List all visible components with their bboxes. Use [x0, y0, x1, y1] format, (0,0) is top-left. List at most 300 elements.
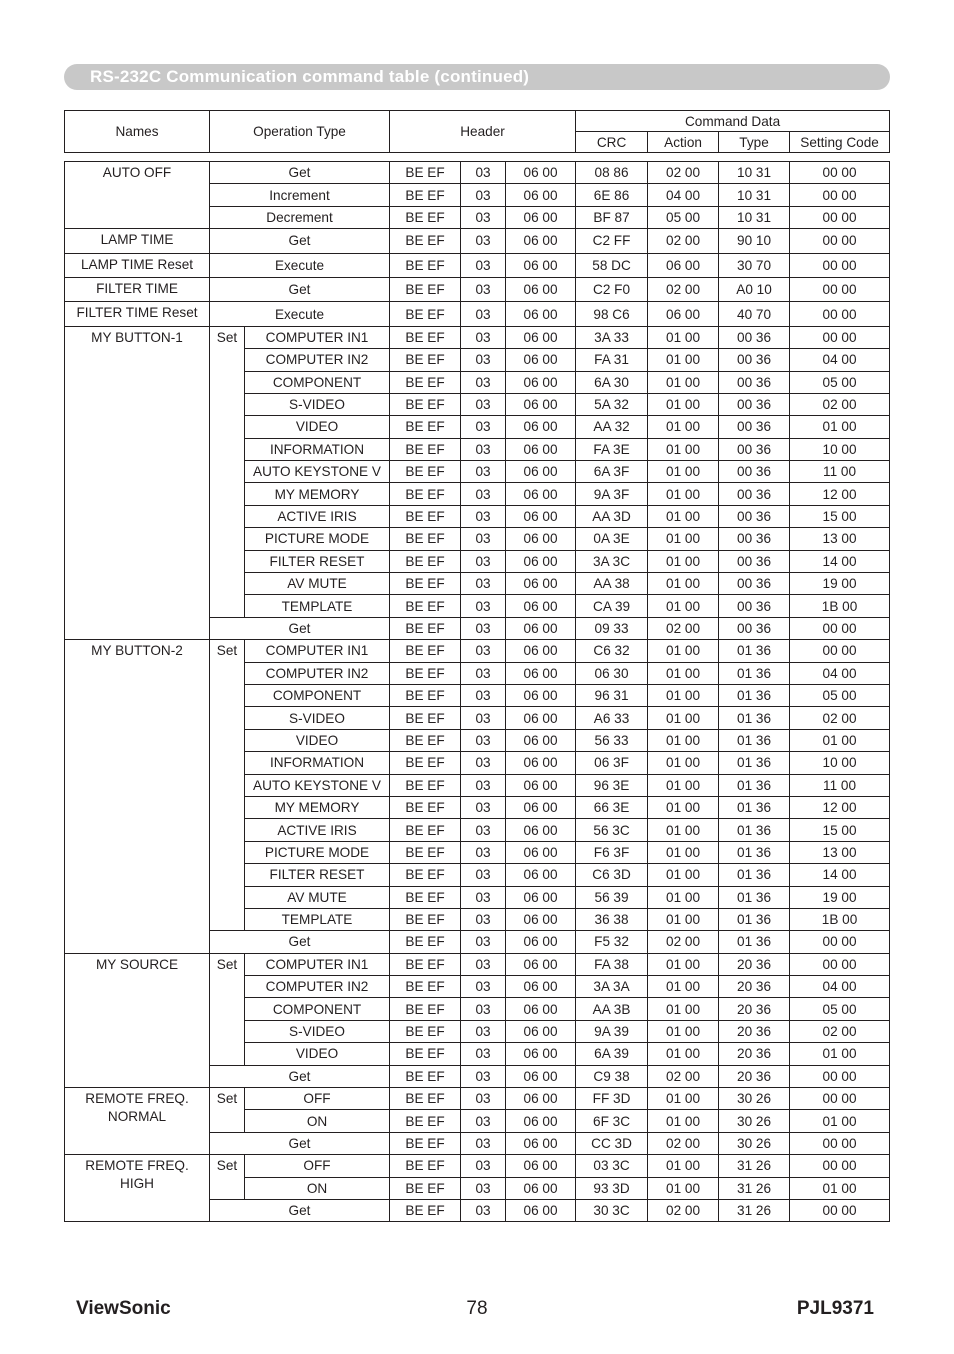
setting-code-cell: 10 00 [790, 438, 890, 460]
action-cell: 01 00 [648, 864, 719, 886]
footer-model: PJL9371 [796, 1298, 874, 1319]
action-cell: 01 00 [648, 371, 719, 393]
header-byte-cell: 06 00 [506, 1199, 576, 1221]
header-byte-cell: 03 [461, 1155, 506, 1177]
setting-code-cell: 14 00 [790, 550, 890, 572]
header-row-1 [65, 111, 890, 132]
setting-code-cell: 02 00 [790, 393, 890, 415]
type-cell: 30 26 [719, 1132, 790, 1154]
command-name: FILTER TIME [65, 277, 210, 301]
header-byte-cell: BE EF [390, 752, 461, 774]
col-header-crc: CRC [576, 132, 648, 153]
operation-cell: S-VIDEO [245, 707, 390, 729]
header-byte-cell: 06 00 [506, 707, 576, 729]
col-header-operation-type: Operation Type [210, 111, 390, 153]
setting-code-cell: 05 00 [790, 684, 890, 706]
table-row [65, 953, 890, 975]
set-label: Set [210, 1155, 245, 1200]
table-row [65, 162, 890, 184]
crc-cell: C9 38 [576, 1065, 648, 1087]
setting-code-cell: 01 00 [790, 1110, 890, 1132]
crc-cell: 0A 3E [576, 528, 648, 550]
header-byte-cell: BE EF [390, 349, 461, 371]
col-header-header: Header [390, 111, 576, 153]
operation-cell: AUTO KEYSTONE V [245, 461, 390, 483]
header-byte-cell: BE EF [390, 550, 461, 572]
type-cell: 01 36 [719, 796, 790, 818]
setting-code-cell: 00 00 [790, 326, 890, 348]
operation-cell: COMPONENT [245, 371, 390, 393]
action-cell: 02 00 [648, 1199, 719, 1221]
action-cell: 01 00 [648, 841, 719, 863]
action-cell: 01 00 [648, 976, 719, 998]
header-byte-cell: BE EF [390, 684, 461, 706]
command-name: FILTER TIME Reset [65, 302, 210, 326]
crc-cell: FA 31 [576, 349, 648, 371]
setting-code-cell: 19 00 [790, 886, 890, 908]
table-row [65, 277, 890, 301]
header-byte-cell: BE EF [390, 796, 461, 818]
header-byte-cell: 06 00 [506, 1065, 576, 1087]
setting-code-cell: 15 00 [790, 505, 890, 527]
crc-cell: 9A 3F [576, 483, 648, 505]
type-cell: 01 36 [719, 729, 790, 751]
type-cell: 20 36 [719, 1065, 790, 1087]
operation-cell: Get [210, 162, 390, 184]
operation-cell: Get [210, 1199, 390, 1221]
setting-code-cell: 11 00 [790, 774, 890, 796]
type-cell: 00 36 [719, 393, 790, 415]
crc-cell: 66 3E [576, 796, 648, 818]
header-byte-cell: BE EF [390, 662, 461, 684]
action-cell: 02 00 [648, 1132, 719, 1154]
action-cell: 01 00 [648, 1155, 719, 1177]
set-label: Set [210, 953, 245, 1065]
table-row [65, 253, 890, 277]
table-row [65, 302, 890, 326]
action-cell: 01 00 [648, 640, 719, 662]
setting-code-cell: 11 00 [790, 461, 890, 483]
crc-cell: FA 3E [576, 438, 648, 460]
header-byte-cell: 06 00 [506, 206, 576, 228]
header-byte-cell: 03 [461, 931, 506, 953]
col-header-action: Action [648, 132, 719, 153]
setting-code-cell: 05 00 [790, 371, 890, 393]
crc-cell: AA 3D [576, 505, 648, 527]
setting-code-cell: 04 00 [790, 662, 890, 684]
type-cell: A0 10 [719, 277, 790, 301]
type-cell: 01 36 [719, 752, 790, 774]
header-byte-cell: 03 [461, 326, 506, 348]
col-header-type: Type [719, 132, 790, 153]
action-cell: 04 00 [648, 184, 719, 206]
header-byte-cell: 06 00 [506, 277, 576, 301]
setting-code-cell: 00 00 [790, 640, 890, 662]
crc-cell: 6E 86 [576, 184, 648, 206]
operation-cell: S-VIDEO [245, 393, 390, 415]
command-name: MY BUTTON-1 [65, 326, 210, 639]
header-byte-cell: 06 00 [506, 416, 576, 438]
action-cell: 02 00 [648, 617, 719, 639]
set-label: Set [210, 1088, 245, 1133]
header-byte-cell: 03 [461, 640, 506, 662]
header-byte-cell: 06 00 [506, 229, 576, 253]
header-byte-cell: BE EF [390, 1132, 461, 1154]
action-cell: 01 00 [648, 1020, 719, 1042]
col-header-command-data: Command Data [576, 111, 890, 132]
header-byte-cell: 06 00 [506, 953, 576, 975]
header-byte-cell: 06 00 [506, 1020, 576, 1042]
setting-code-cell: 05 00 [790, 998, 890, 1020]
crc-cell: 56 3C [576, 819, 648, 841]
type-cell: 20 36 [719, 976, 790, 998]
header-byte-cell: 03 [461, 349, 506, 371]
set-label: Set [210, 326, 245, 617]
header-byte-cell: BE EF [390, 819, 461, 841]
type-cell: 31 26 [719, 1177, 790, 1199]
setting-code-cell: 00 00 [790, 206, 890, 228]
crc-cell: AA 32 [576, 416, 648, 438]
setting-code-cell: 00 00 [790, 1155, 890, 1177]
type-cell: 10 31 [719, 162, 790, 184]
operation-cell: FILTER RESET [245, 864, 390, 886]
operation-cell: Increment [210, 184, 390, 206]
operation-cell: TEMPLATE [245, 908, 390, 930]
section-banner [64, 64, 890, 90]
header-byte-cell: 06 00 [506, 819, 576, 841]
header-byte-cell: BE EF [390, 1177, 461, 1199]
header-byte-cell: 03 [461, 438, 506, 460]
crc-cell: C2 F0 [576, 277, 648, 301]
type-cell: 01 36 [719, 931, 790, 953]
operation-cell: Get [210, 617, 390, 639]
header-byte-cell: BE EF [390, 953, 461, 975]
header-byte-cell: BE EF [390, 729, 461, 751]
operation-cell: INFORMATION [245, 752, 390, 774]
type-cell: 00 36 [719, 573, 790, 595]
crc-cell: 6A 30 [576, 371, 648, 393]
header-byte-cell: 03 [461, 1177, 506, 1199]
setting-code-cell: 00 00 [790, 617, 890, 639]
action-cell: 01 00 [648, 774, 719, 796]
header-byte-cell: 03 [461, 752, 506, 774]
header-byte-cell: 06 00 [506, 931, 576, 953]
action-cell: 02 00 [648, 931, 719, 953]
crc-cell: 56 39 [576, 886, 648, 908]
type-cell: 00 36 [719, 505, 790, 527]
header-byte-cell: 06 00 [506, 662, 576, 684]
table-row [65, 1088, 890, 1110]
header-byte-cell: BE EF [390, 841, 461, 863]
header-byte-cell: BE EF [390, 528, 461, 550]
table-row [65, 640, 890, 662]
action-cell: 01 00 [648, 461, 719, 483]
crc-cell: A6 33 [576, 707, 648, 729]
operation-cell: COMPUTER IN2 [245, 662, 390, 684]
crc-cell: AA 38 [576, 573, 648, 595]
header-byte-cell: BE EF [390, 976, 461, 998]
crc-cell: C2 FF [576, 229, 648, 253]
header-byte-cell: 03 [461, 617, 506, 639]
header-byte-cell: 03 [461, 162, 506, 184]
operation-cell: COMPUTER IN2 [245, 349, 390, 371]
action-cell: 01 00 [648, 1043, 719, 1065]
operation-cell: TEMPLATE [245, 595, 390, 617]
type-cell: 90 10 [719, 229, 790, 253]
header-byte-cell: 06 00 [506, 595, 576, 617]
setting-code-cell: 12 00 [790, 483, 890, 505]
operation-cell: MY MEMORY [245, 483, 390, 505]
action-cell: 01 00 [648, 662, 719, 684]
type-cell: 00 36 [719, 617, 790, 639]
header-byte-cell: BE EF [390, 998, 461, 1020]
crc-cell: FF 3D [576, 1088, 648, 1110]
type-cell: 30 26 [719, 1088, 790, 1110]
header-byte-cell: BE EF [390, 1155, 461, 1177]
type-cell: 31 26 [719, 1155, 790, 1177]
command-name: LAMP TIME Reset [65, 253, 210, 277]
header-byte-cell: 03 [461, 277, 506, 301]
operation-cell: Decrement [210, 206, 390, 228]
type-cell: 20 36 [719, 998, 790, 1020]
header-byte-cell: BE EF [390, 774, 461, 796]
header-byte-cell: 03 [461, 483, 506, 505]
type-cell: 20 36 [719, 1043, 790, 1065]
header-byte-cell: 03 [461, 1020, 506, 1042]
header-byte-cell: 03 [461, 1088, 506, 1110]
table-row [65, 229, 890, 253]
type-cell: 00 36 [719, 438, 790, 460]
header-byte-cell: 06 00 [506, 684, 576, 706]
header-byte-cell: 06 00 [506, 841, 576, 863]
header-byte-cell: BE EF [390, 1043, 461, 1065]
operation-cell: ON [245, 1110, 390, 1132]
action-cell: 02 00 [648, 229, 719, 253]
command-table [64, 110, 890, 1222]
header-byte-cell: 03 [461, 998, 506, 1020]
operation-cell: AV MUTE [245, 886, 390, 908]
header-byte-cell: 06 00 [506, 998, 576, 1020]
crc-cell: 5A 32 [576, 393, 648, 415]
setting-code-cell: 00 00 [790, 953, 890, 975]
operation-cell: ACTIVE IRIS [245, 819, 390, 841]
header-byte-cell: 03 [461, 1065, 506, 1087]
action-cell: 06 00 [648, 302, 719, 326]
crc-cell: 09 33 [576, 617, 648, 639]
header-byte-cell: 06 00 [506, 1110, 576, 1132]
header-byte-cell: 03 [461, 886, 506, 908]
setting-code-cell: 04 00 [790, 349, 890, 371]
header-byte-cell: BE EF [390, 640, 461, 662]
crc-cell: FA 38 [576, 953, 648, 975]
setting-code-cell: 10 00 [790, 752, 890, 774]
type-cell: 31 26 [719, 1199, 790, 1221]
table-row [65, 1155, 890, 1177]
crc-cell: 3A 3A [576, 976, 648, 998]
crc-cell: 58 DC [576, 253, 648, 277]
crc-cell: F6 3F [576, 841, 648, 863]
crc-cell: 06 3F [576, 752, 648, 774]
operation-cell: COMPUTER IN2 [245, 976, 390, 998]
operation-cell: ACTIVE IRIS [245, 505, 390, 527]
header-byte-cell: 06 00 [506, 752, 576, 774]
crc-cell: 98 C6 [576, 302, 648, 326]
type-cell: 30 26 [719, 1110, 790, 1132]
crc-cell: AA 3B [576, 998, 648, 1020]
header-byte-cell: BE EF [390, 1199, 461, 1221]
type-cell: 10 31 [719, 206, 790, 228]
action-cell: 01 00 [648, 819, 719, 841]
setting-code-cell: 13 00 [790, 841, 890, 863]
operation-cell: ON [245, 1177, 390, 1199]
header-byte-cell: 03 [461, 1043, 506, 1065]
operation-cell: VIDEO [245, 729, 390, 751]
crc-cell: BF 87 [576, 206, 648, 228]
header-byte-cell: BE EF [390, 617, 461, 639]
header-byte-cell: 06 00 [506, 908, 576, 930]
header-byte-cell: BE EF [390, 184, 461, 206]
header-byte-cell: 06 00 [506, 1088, 576, 1110]
header-byte-cell: 06 00 [506, 1155, 576, 1177]
setting-code-cell: 15 00 [790, 819, 890, 841]
header-byte-cell: 03 [461, 550, 506, 572]
action-cell: 01 00 [648, 416, 719, 438]
header-byte-cell: 06 00 [506, 461, 576, 483]
header-byte-cell: 06 00 [506, 349, 576, 371]
crc-cell: C6 3D [576, 864, 648, 886]
setting-code-cell: 1B 00 [790, 908, 890, 930]
header-byte-cell: BE EF [390, 595, 461, 617]
command-name: REMOTE FREQ. HIGH [65, 1155, 210, 1222]
header-gap [65, 153, 890, 162]
footer-page-number: 78 [466, 1298, 488, 1319]
header-byte-cell: BE EF [390, 162, 461, 184]
operation-cell: INFORMATION [245, 438, 390, 460]
header-byte-cell: 03 [461, 573, 506, 595]
header-byte-cell: 03 [461, 1199, 506, 1221]
setting-code-cell: 02 00 [790, 707, 890, 729]
action-cell: 02 00 [648, 277, 719, 301]
header-byte-cell: 06 00 [506, 886, 576, 908]
crc-cell: C6 32 [576, 640, 648, 662]
command-name: AUTO OFF [65, 162, 210, 229]
header-byte-cell: BE EF [390, 416, 461, 438]
header-byte-cell: BE EF [390, 371, 461, 393]
crc-cell: 3A 33 [576, 326, 648, 348]
header-byte-cell: 03 [461, 1110, 506, 1132]
action-cell: 01 00 [648, 796, 719, 818]
action-cell: 01 00 [648, 1088, 719, 1110]
crc-cell: 6A 3F [576, 461, 648, 483]
header-byte-cell: 03 [461, 528, 506, 550]
footer-brand: ViewSonic [76, 1298, 171, 1319]
setting-code-cell: 12 00 [790, 796, 890, 818]
header-byte-cell: BE EF [390, 1088, 461, 1110]
header-byte-cell: BE EF [390, 886, 461, 908]
action-cell: 01 00 [648, 483, 719, 505]
header-byte-cell: 03 [461, 976, 506, 998]
operation-cell: Get [210, 1132, 390, 1154]
operation-cell: Get [210, 931, 390, 953]
action-cell: 01 00 [648, 349, 719, 371]
header-byte-cell: 06 00 [506, 162, 576, 184]
header-byte-cell: 06 00 [506, 438, 576, 460]
action-cell: 01 00 [648, 707, 719, 729]
action-cell: 01 00 [648, 326, 719, 348]
operation-cell: PICTURE MODE [245, 841, 390, 863]
setting-code-cell: 00 00 [790, 1065, 890, 1087]
header-byte-cell: 03 [461, 953, 506, 975]
header-byte-cell: BE EF [390, 573, 461, 595]
action-cell: 06 00 [648, 253, 719, 277]
type-cell: 01 36 [719, 841, 790, 863]
setting-code-cell: 00 00 [790, 1199, 890, 1221]
type-cell: 01 36 [719, 819, 790, 841]
action-cell: 01 00 [648, 573, 719, 595]
header-byte-cell: BE EF [390, 864, 461, 886]
header-byte-cell: BE EF [390, 707, 461, 729]
header-byte-cell: 06 00 [506, 617, 576, 639]
header-byte-cell: 06 00 [506, 573, 576, 595]
setting-code-cell: 1B 00 [790, 595, 890, 617]
crc-cell: 06 30 [576, 662, 648, 684]
crc-cell: 30 3C [576, 1199, 648, 1221]
operation-cell: OFF [245, 1155, 390, 1177]
action-cell: 01 00 [648, 595, 719, 617]
header-byte-cell: BE EF [390, 1065, 461, 1087]
command-table-body [65, 162, 890, 1222]
header-byte-cell: BE EF [390, 931, 461, 953]
header-byte-cell: 06 00 [506, 371, 576, 393]
type-cell: 01 36 [719, 707, 790, 729]
operation-cell: FILTER RESET [245, 550, 390, 572]
setting-code-cell: 00 00 [790, 184, 890, 206]
type-cell: 00 36 [719, 595, 790, 617]
header-byte-cell: 03 [461, 184, 506, 206]
crc-cell: 93 3D [576, 1177, 648, 1199]
header-byte-cell: BE EF [390, 393, 461, 415]
action-cell: 01 00 [648, 684, 719, 706]
header-byte-cell: 03 [461, 864, 506, 886]
operation-cell: Execute [210, 253, 390, 277]
col-header-setting-code: Setting Code [790, 132, 890, 153]
type-cell: 01 36 [719, 908, 790, 930]
action-cell: 01 00 [648, 1110, 719, 1132]
operation-cell: COMPONENT [245, 998, 390, 1020]
crc-cell: 36 38 [576, 908, 648, 930]
header-byte-cell: BE EF [390, 206, 461, 228]
action-cell: 05 00 [648, 206, 719, 228]
header-byte-cell: 06 00 [506, 1043, 576, 1065]
header-byte-cell: 06 00 [506, 302, 576, 326]
type-cell: 40 70 [719, 302, 790, 326]
header-byte-cell: 03 [461, 253, 506, 277]
type-cell: 00 36 [719, 371, 790, 393]
header-byte-cell: 03 [461, 371, 506, 393]
setting-code-cell: 13 00 [790, 528, 890, 550]
command-name: MY BUTTON-2 [65, 640, 210, 953]
setting-code-cell: 00 00 [790, 1132, 890, 1154]
header-byte-cell: BE EF [390, 908, 461, 930]
header-byte-cell: 03 [461, 729, 506, 751]
operation-cell: Execute [210, 302, 390, 326]
action-cell: 01 00 [648, 528, 719, 550]
operation-cell: Get [210, 277, 390, 301]
header-byte-cell: 03 [461, 595, 506, 617]
setting-code-cell: 00 00 [790, 1088, 890, 1110]
header-byte-cell: BE EF [390, 461, 461, 483]
crc-cell: 3A 3C [576, 550, 648, 572]
